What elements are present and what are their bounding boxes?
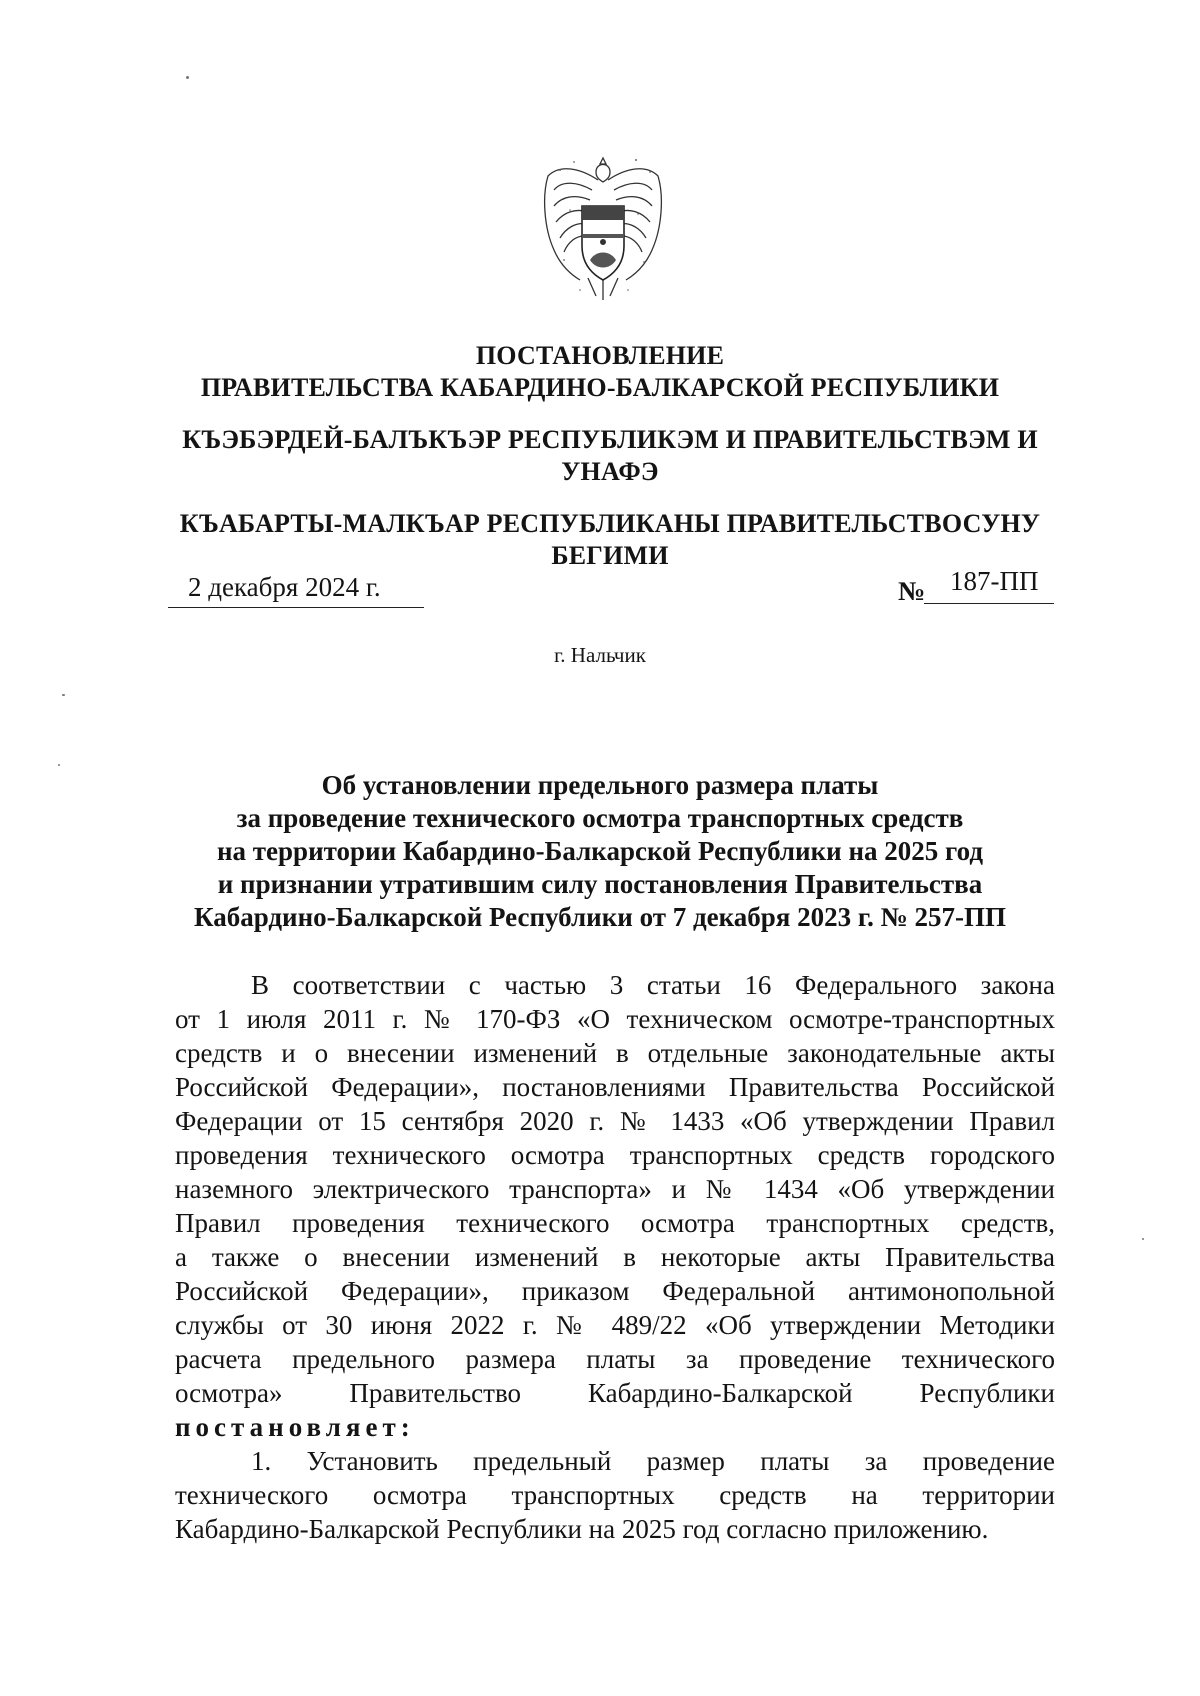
preamble-line: Российской Федерации», приказом Федеральной антимонопольной <box>175 1276 1055 1306</box>
item1-line: 1. Установить предельный размер платы за проведение <box>251 1446 1055 1476</box>
scan-speck <box>58 764 60 766</box>
preamble-line: проведения технического осмотра транспортных средств городского <box>175 1140 1055 1170</box>
document-number: 187-ПП <box>950 566 1039 596</box>
document-date: 2 декабря 2024 г. <box>188 572 381 602</box>
scan-speck <box>186 76 189 79</box>
preamble-line: службы от 30 июня 2022 г. № 489/22 «Об утверждении Методики <box>175 1310 1055 1340</box>
document-body <box>175 968 1055 1546</box>
header-title-line2: ПРАВИТЕЛЬСТВА КАБАРДИНО-БАЛКАРСКОЙ РЕСПУБЛИКИ <box>200 373 1000 402</box>
preamble-line: Правил проведения технического осмотра транспортных средств, <box>175 1208 1055 1238</box>
title-line: и признании утратившим силу постановления Правительства <box>217 869 983 899</box>
preamble-line: В соответствии с частью 3 статьи 16 Федерального закона <box>251 970 1055 1000</box>
preamble-line: осмотра» Правительство Кабардино-Балкарской Республики <box>175 1378 1055 1408</box>
preamble-line: а также о внесении изменений в некоторые акты Правительства <box>175 1242 1055 1272</box>
date-underline <box>168 607 424 608</box>
preamble-line: наземного электрического транспорта» и № 1434 «Об утверждении <box>175 1174 1055 1204</box>
preamble-line: средств и о внесении изменений в отдельные законодательные акты <box>175 1038 1055 1068</box>
scan-speck <box>62 694 65 696</box>
header-balkar-title: КЪАБАРТЫ-МАЛКЪАР РЕСПУБЛИКАНЫ ПРАВИТЕЛЬСТВОСУНУ БЕГИМИ <box>179 509 1041 570</box>
decree-word: постановляет: <box>175 1412 415 1442</box>
title-line: Об установлении предельного размера платы <box>321 770 879 800</box>
preamble-line: расчета предельного размера платы за проведение технического <box>175 1344 1055 1374</box>
preamble-line: от 1 июля 2011 г. № 170-ФЗ «О техническом осмотре-транспортных <box>175 1004 1055 1034</box>
number-underline <box>924 603 1054 604</box>
title-line: на территории Кабардино-Балкарской Республики на 2025 год <box>216 836 984 866</box>
item1-line: технического осмотра транспортных средств на территории <box>175 1480 1055 1510</box>
header-kabardian-title: КЪЭБЭРДЕЙ-БАЛЪКЪЭР РЕСПУБЛИКЭМ И ПРАВИТЕЛЬСТВЭМ И УНАФЭ <box>182 425 1038 486</box>
item1-line: Кабардино-Балкарской Республики на 2025 год согласно приложению. <box>175 1514 989 1544</box>
header-title-line1: ПОСТАНОВЛЕНИЕ <box>475 341 725 370</box>
decree-line <box>175 1410 1055 1444</box>
document-title <box>150 769 1050 934</box>
preamble-line: Российской Федерации», постановлениями Правительства Российской <box>175 1072 1055 1102</box>
scan-speck <box>1142 1238 1144 1240</box>
coat-of-arms-emblem <box>540 150 666 302</box>
title-line: Кабардино-Балкарской Республики от 7 декабря 2023 г. № 257-ПП <box>194 902 1006 932</box>
number-label: № <box>898 576 926 606</box>
city: г. Нальчик <box>554 643 646 667</box>
title-line: за проведение технического осмотра транспортных средств <box>236 803 964 833</box>
preamble-line: Федерации от 15 сентября 2020 г. № 1433 «Об утверждении Правил <box>175 1106 1055 1136</box>
